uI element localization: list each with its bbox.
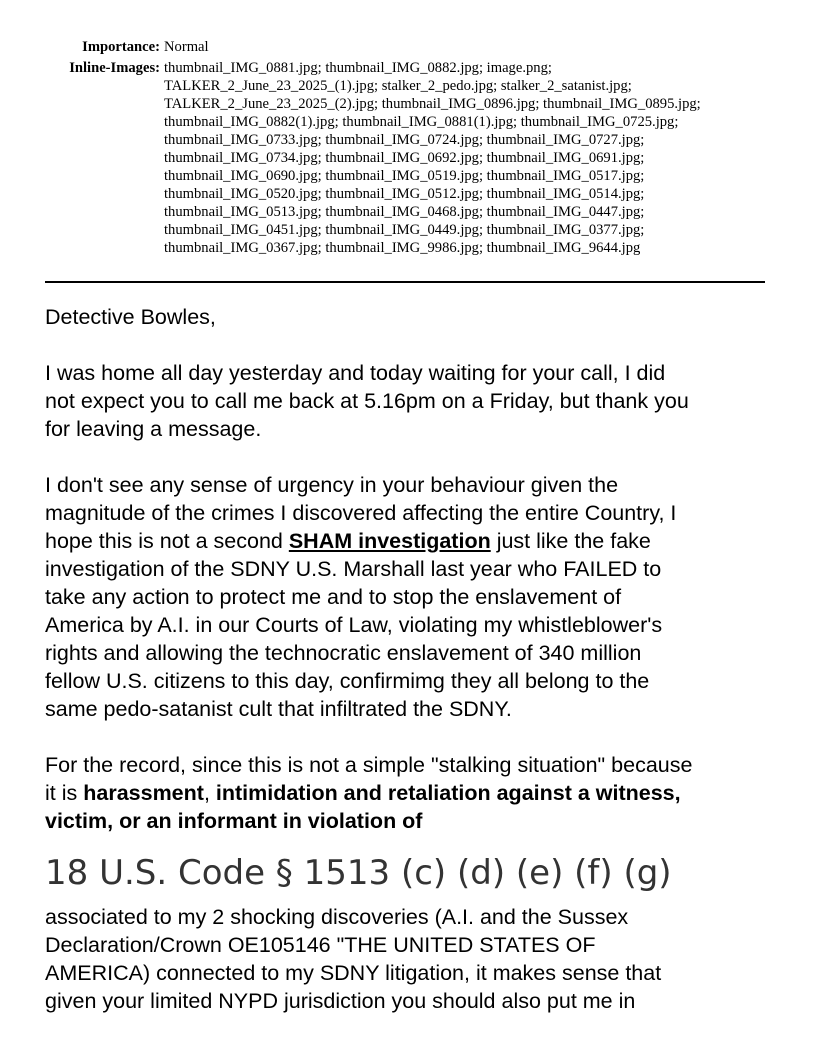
text-run: , <box>203 781 216 805</box>
inline-images-line: thumbnail_IMG_0881.jpg; thumbnail_IMG_0882.jpg; image.png; <box>164 60 552 76</box>
paragraph-line: For the record, since this is not a simple "stalking situation" because <box>45 753 693 777</box>
paragraph-line: I don't see any sense of urgency in your behaviour given the <box>45 473 619 497</box>
bold-intimidation: intimidation and retaliation against a witness, <box>215 781 681 805</box>
paragraph-4 <box>45 903 785 1015</box>
bold-harassment: harassment <box>83 781 204 805</box>
email-header <box>44 38 774 260</box>
paragraph-line <box>45 807 785 835</box>
paragraph-line: investigation of the SDNY U.S. Marshall last year who FAILED to <box>45 557 662 581</box>
inline-images-line: TALKER_2_June_23_2025_(1).jpg; stalker_2_pedo.jpg; stalker_2_satanist.jpg; <box>164 78 632 94</box>
header-divider <box>45 281 765 283</box>
inline-images-label: Inline-Images: <box>69 60 160 76</box>
inline-images-line: thumbnail_IMG_0513.jpg; thumbnail_IMG_0468.jpg; thumbnail_IMG_0447.jpg; <box>164 204 645 220</box>
inline-images-row <box>44 59 774 257</box>
paragraph-line <box>45 527 785 555</box>
bold-violation: victim, or an informant in violation of <box>45 809 423 833</box>
paragraph-line: same pedo-satanist cult that infiltrated the SDNY. <box>45 697 512 721</box>
inline-images-line: thumbnail_IMG_0734.jpg; thumbnail_IMG_0692.jpg; thumbnail_IMG_0691.jpg; <box>164 150 645 166</box>
importance-value: Normal <box>164 39 209 55</box>
paragraph-line: magnitude of the crimes I discovered affecting the entire Country, I <box>45 501 677 525</box>
statute-heading: 18 U.S. Code § 1513 (c) (d) (e) (f) (g) <box>45 853 672 893</box>
sham-investigation-link[interactable]: SHAM investigation <box>288 529 491 553</box>
paragraph-line: given your limited NYPD jurisdiction you should also put me in <box>45 989 636 1013</box>
importance-label: Importance: <box>82 39 160 55</box>
paragraph-1 <box>45 359 785 443</box>
paragraph-line <box>45 779 785 807</box>
paragraph-line: associated to my 2 shocking discoveries (A.I. and the Sussex <box>45 905 629 929</box>
paragraph-line: for leaving a message. <box>45 417 262 441</box>
inline-images-line: thumbnail_IMG_0520.jpg; thumbnail_IMG_0512.jpg; thumbnail_IMG_0514.jpg; <box>164 186 645 202</box>
text-run: it is <box>45 781 84 805</box>
paragraph-line: AMERICA) connected to my SDNY litigation, it makes sense that <box>45 961 662 985</box>
paragraph-line: take any action to protect me and to stop the enslavement of <box>45 585 622 609</box>
paragraph-line: Declaration/Crown OE105146 "THE UNITED STATES OF <box>45 933 596 957</box>
paragraph-2 <box>45 471 785 723</box>
paragraph-line: not expect you to call me back at 5.16pm on a Friday, but thank you <box>45 389 689 413</box>
inline-images-list <box>164 59 774 257</box>
inline-images-line: thumbnail_IMG_0733.jpg; thumbnail_IMG_0724.jpg; thumbnail_IMG_0727.jpg; <box>164 132 645 148</box>
paragraph-line: I was home all day yesterday and today waiting for your call, I did <box>45 361 666 385</box>
text-run: hope this is not a second <box>45 529 289 553</box>
paragraph-line: America by A.I. in our Courts of Law, violating my whistleblower's <box>45 613 663 637</box>
paragraph-3 <box>45 751 785 835</box>
inline-images-line: thumbnail_IMG_0690.jpg; thumbnail_IMG_0519.jpg; thumbnail_IMG_0517.jpg; <box>164 168 645 184</box>
paragraph-line: fellow U.S. citizens to this day, confirmimg they all belong to the <box>45 669 650 693</box>
inline-images-line: thumbnail_IMG_0882(1).jpg; thumbnail_IMG_0881(1).jpg; thumbnail_IMG_0725.jpg; <box>164 114 679 130</box>
inline-images-line: TALKER_2_June_23_2025_(2).jpg; thumbnail_IMG_0896.jpg; thumbnail_IMG_0895.jpg; <box>164 96 701 112</box>
importance-row <box>44 38 774 56</box>
greeting: Detective Bowles, <box>45 305 216 329</box>
inline-images-line: thumbnail_IMG_0367.jpg; thumbnail_IMG_9986.jpg; thumbnail_IMG_9644.jpg <box>164 240 641 256</box>
email-body <box>45 303 785 1015</box>
inline-images-line: thumbnail_IMG_0451.jpg; thumbnail_IMG_0449.jpg; thumbnail_IMG_0377.jpg; <box>164 222 645 238</box>
text-run: just like the fake <box>490 529 651 553</box>
paragraph-line: rights and allowing the technocratic enslavement of 340 million <box>45 641 642 665</box>
